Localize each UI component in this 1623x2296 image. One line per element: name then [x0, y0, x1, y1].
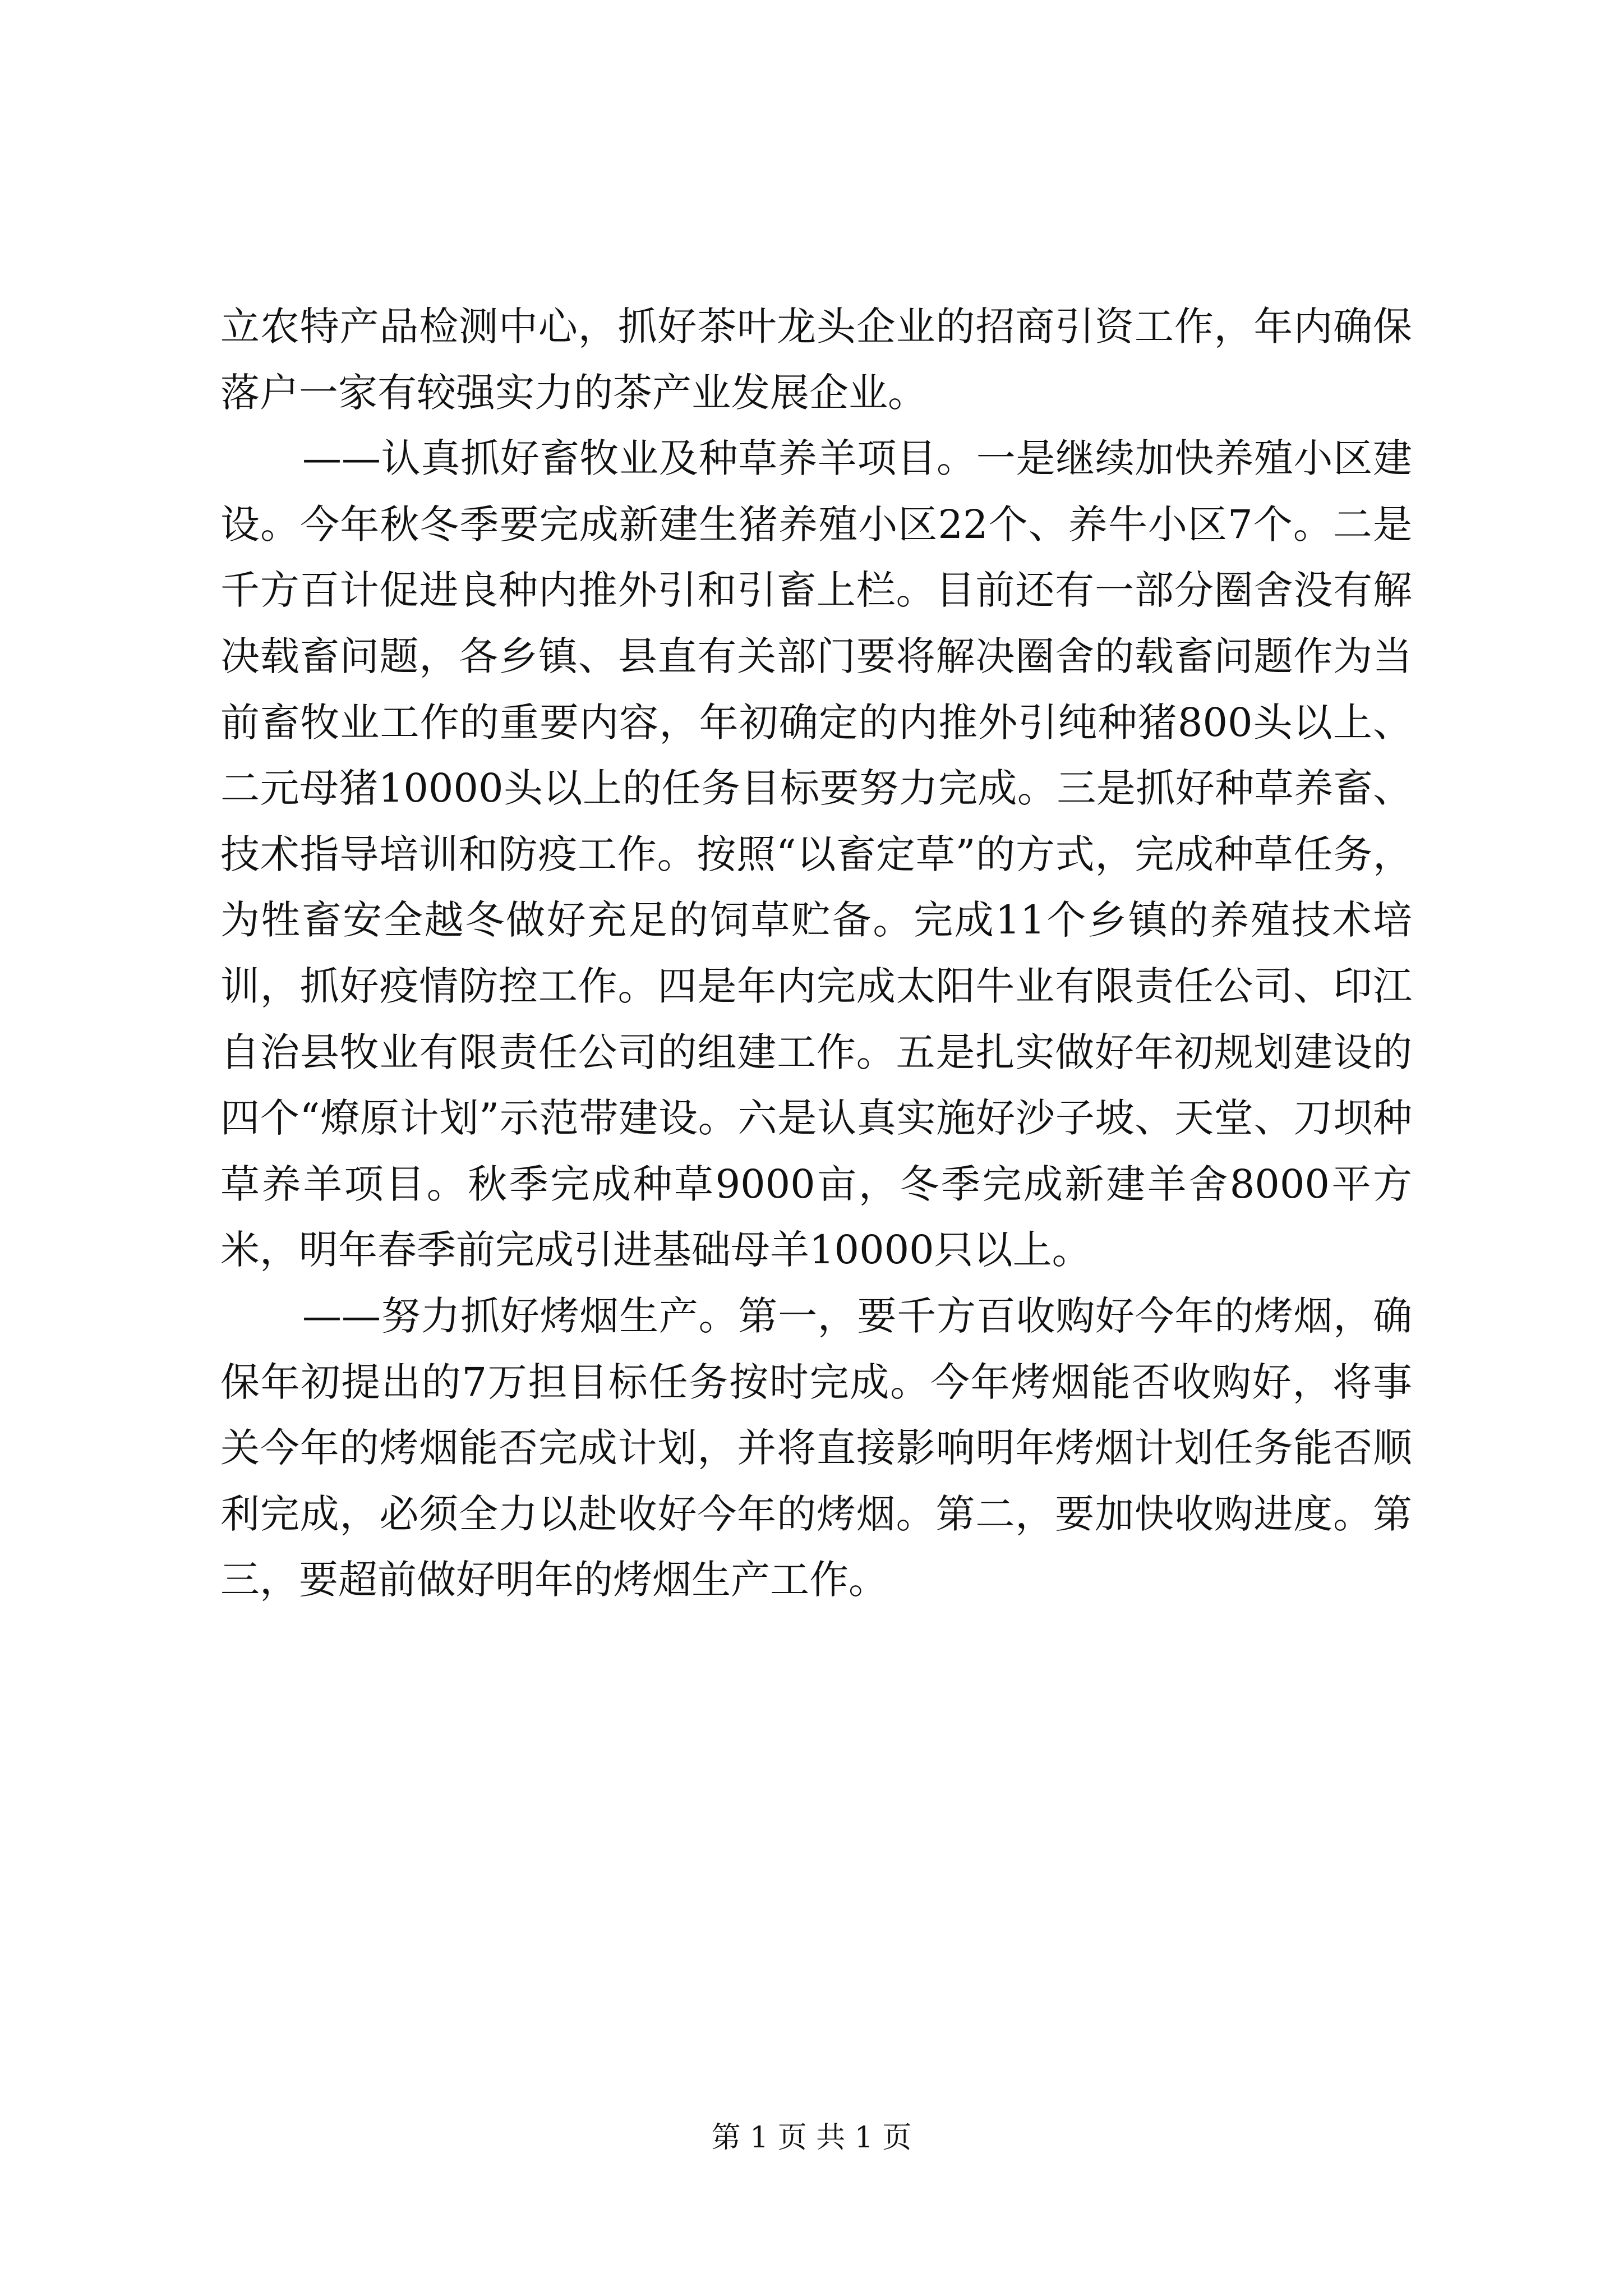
paragraph-livestock: ——认真抓好畜牧业及种草养羊项目。一是继续加快养殖小区建设。今年秋冬季要完成新建生猪养殖小区22个、养牛小区7个。二是千方百计促进良种内推外引和引畜上栏。目前还有一部分圈舍没有解决载畜问题，各乡镇、县直有关部门要将解决圈舍的载畜问题作为当前畜牧业工作的重要内容，年初确定的内推外引纯种猪800头以上、二元母猪10000头以上的任务目标要努力完成。三是抓好种草养畜、技术指导培训和防疫工作。按照“以畜定草”的方式，完成种草任务，为牲畜安全越冬做好充足的饲草贮备。完成11个乡镇的养殖技术培训，抓好疫情防控工作。四是年内完成太阳牛业有限责任公司、印江自治县牧业有限责任公司的组建工作。五是扎实做好年初规划建设的四个“燎原计划”示范带建设。六是认真实施好沙子坡、天堂、刀坝种草养羊项目。秋季完成种草9000亩，冬季完成新建羊舍8000平方米，明年春季前完成引进基础母羊10000只以上。 — [220, 435, 1412, 1273]
document-body — [220, 294, 1412, 1613]
page-footer: 第 1 页 共 1 页 — [711, 2121, 912, 2155]
paragraph-tobacco: ——努力抓好烤烟生产。第一，要千方百收购好今年的烤烟，确保年初提出的7万担目标任务按时完成。今年烤烟能否收购好，将事关今年的烤烟能否完成计划，并将直接影响明年烤烟计划任务能否顺利完成，必须全力以赴收好今年的烤烟。第二，要加快收购进度。第三，要超前做好明年的烤烟生产工作。 — [220, 1292, 1412, 1603]
paragraph-tea-industry: 立农特产品检测中心，抓好茶叶龙头企业的招商引资工作，年内确保落户一家有较强实力的茶产业发展企业。 — [220, 303, 1412, 416]
